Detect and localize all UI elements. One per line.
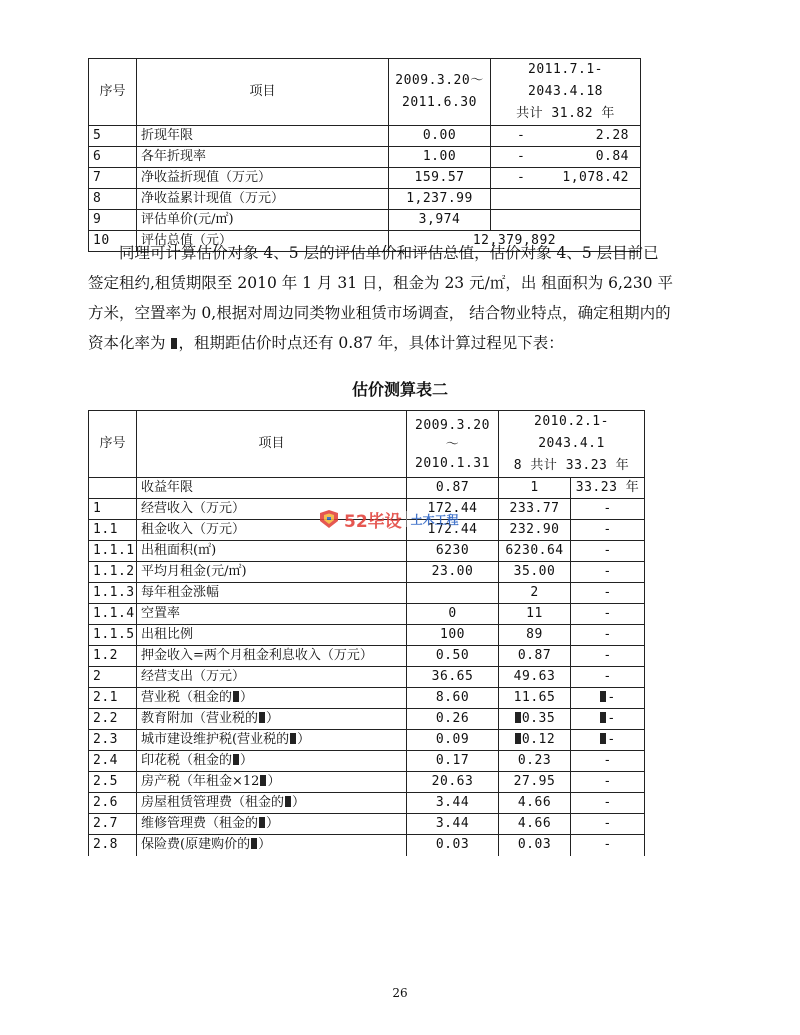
missing-glyph-mark xyxy=(290,733,296,744)
row-value-period-2a xyxy=(499,667,571,688)
row-value-period-2b xyxy=(571,835,645,856)
row-value: - xyxy=(603,522,612,537)
table-row xyxy=(89,147,641,168)
row-value: - xyxy=(607,711,616,726)
row-value: 27.95 xyxy=(513,774,556,789)
table-row xyxy=(89,604,645,625)
row-dash: - xyxy=(517,128,526,143)
missing-glyph-mark xyxy=(233,691,239,702)
table-1-header-no: 序号 xyxy=(89,59,137,126)
row-item-close-paren: ） xyxy=(297,732,311,747)
missing-glyph-mark xyxy=(515,733,521,744)
row-value-period-1: 0.50 xyxy=(407,646,499,667)
row-value: - xyxy=(603,816,612,831)
watermark-subtitle: 土木工程 xyxy=(410,512,459,527)
row-value-period-1: 0 xyxy=(407,604,499,625)
row-value-period-2a xyxy=(499,646,571,667)
row-value-period-2a xyxy=(499,835,571,856)
row-value-period-2b xyxy=(571,604,645,625)
row-value-period-2a xyxy=(499,688,571,709)
row-item-label: 营业税（租金的 xyxy=(141,690,233,705)
row-value-period-2a xyxy=(499,730,571,751)
row-value-period-1: 1,237.99 xyxy=(389,189,491,210)
table-row xyxy=(89,772,645,793)
row-item-label: 租金收入（万元） xyxy=(141,522,246,537)
table-2-header-period-1: 2009.3.20 ～ 2010.1.31 xyxy=(407,411,499,478)
row-item-label: 出租比例 xyxy=(141,627,194,642)
row-number: 1.1.5 xyxy=(89,625,137,646)
row-number: 1.1 xyxy=(89,520,137,541)
row-value-period-2b xyxy=(571,814,645,835)
row-number: 1 xyxy=(89,499,137,520)
row-item xyxy=(137,751,407,772)
row-value: - xyxy=(603,606,612,621)
row-value: 49.63 xyxy=(513,669,556,684)
row-item-close-paren: ） xyxy=(240,690,254,705)
row-item-label: 平均月租金(元/㎡) xyxy=(141,564,247,579)
row-number: 7 xyxy=(89,168,137,189)
row-value-period-2b xyxy=(571,667,645,688)
row-value: 6230.64 xyxy=(505,543,564,558)
table-row xyxy=(89,478,645,499)
row-value: 0.12 xyxy=(521,732,556,747)
row-item-label: 房屋租赁管理费（租金的 xyxy=(141,795,285,810)
row-value-period-2b xyxy=(571,688,645,709)
row-value-period-2a xyxy=(499,709,571,730)
row-number: 9 xyxy=(89,210,137,231)
row-item xyxy=(137,541,407,562)
row-value-period-1: 36.65 xyxy=(407,667,499,688)
missing-glyph-mark xyxy=(600,691,606,702)
row-value: - xyxy=(607,690,616,705)
row-value-period-2b xyxy=(571,709,645,730)
missing-glyph-mark xyxy=(600,733,606,744)
row-value-period-1: 3.44 xyxy=(407,814,499,835)
missing-glyph-mark xyxy=(515,712,521,723)
row-item-close-paren: ） xyxy=(240,753,254,768)
table-row xyxy=(89,646,645,667)
page-number: 26 xyxy=(392,986,408,1000)
row-value: 0.87 xyxy=(517,648,552,663)
row-value: - xyxy=(603,585,612,600)
row-number: 2.5 xyxy=(89,772,137,793)
row-value-period-2a xyxy=(499,604,571,625)
table-row xyxy=(89,168,641,189)
body-paragraph xyxy=(88,238,730,358)
row-item-label: 押金收入=两个月租金利息收入（万元） xyxy=(141,648,373,663)
row-number: 10 xyxy=(89,231,137,252)
paragraph-line-1: 同理可计算估价对象 4、5 层的评估单价和评估总值，估价对象 4、5 层目前已 xyxy=(119,244,659,262)
row-value-period-1: 8.60 xyxy=(407,688,499,709)
row-number: 2.4 xyxy=(89,751,137,772)
row-item xyxy=(137,709,407,730)
row-item: 评估单价(元/㎡) xyxy=(137,210,389,231)
row-item-label: 出租面积(㎡) xyxy=(141,543,217,558)
table-row xyxy=(89,835,645,856)
row-value: - xyxy=(607,732,616,747)
table-row xyxy=(89,126,641,147)
row-item xyxy=(137,688,407,709)
row-value-period-2b xyxy=(571,730,645,751)
row-value: 11 xyxy=(526,606,543,621)
missing-glyph-mark xyxy=(285,796,291,807)
row-value-period-1: 159.57 xyxy=(389,168,491,189)
missing-glyph-mark xyxy=(259,817,265,828)
table-1-header-row xyxy=(89,59,641,126)
row-item-close-paren: ） xyxy=(266,711,280,726)
row-value: - xyxy=(603,501,612,516)
row-item xyxy=(137,646,407,667)
watermark-logo xyxy=(318,508,480,530)
row-value: 1,078.42 xyxy=(562,170,629,185)
paragraph-line-2: 签定租约,租赁期限至 2010 年 1 月 31 日，租金为 23 元/㎡，出 租面积为 6,230 平 xyxy=(88,274,673,292)
row-value-period-2a xyxy=(499,793,571,814)
row-dash: - xyxy=(517,149,526,164)
row-item-label: 收益年限 xyxy=(141,480,194,495)
row-value: 2 xyxy=(530,585,539,600)
row-value: - xyxy=(603,774,612,789)
row-item: 折现年限 xyxy=(137,126,389,147)
row-value: 4.66 xyxy=(517,795,552,810)
row-value-period-1: 0.00 xyxy=(389,126,491,147)
row-value-period-2b xyxy=(571,520,645,541)
row-number: 1.2 xyxy=(89,646,137,667)
table-2-header-period-2: 2010.2.1-2043.4.1 8 共计 33.23 年 xyxy=(499,411,645,478)
row-item-label: 城市建设维护税(营业税的 xyxy=(141,732,290,747)
row-value-period-2b xyxy=(571,751,645,772)
missing-glyph-mark xyxy=(259,712,265,723)
row-item-label: 经营收入（万元） xyxy=(141,501,246,516)
watermark-separator xyxy=(406,511,407,527)
row-value-period-2b xyxy=(571,625,645,646)
row-item-close-paren: ） xyxy=(267,774,281,789)
row-item-label: 每年租金涨幅 xyxy=(141,585,220,600)
row-item xyxy=(137,730,407,751)
table-1-header-period-2: 2011.7.1-2043.4.18 共计 31.82 年 xyxy=(491,59,641,126)
table-row xyxy=(89,814,645,835)
row-number: 1.1.2 xyxy=(89,562,137,583)
row-number: 1.1.3 xyxy=(89,583,137,604)
row-value-period-2a xyxy=(499,583,571,604)
row-item-label: 房产税（年租金×12 xyxy=(141,774,260,789)
row-value-period-2 xyxy=(491,168,641,189)
row-value-period-1: 23.00 xyxy=(407,562,499,583)
row-value-period-2a xyxy=(499,814,571,835)
row-value: 2.28 xyxy=(595,128,629,143)
row-item xyxy=(137,562,407,583)
row-value-period-1: 0.03 xyxy=(407,835,499,856)
row-dash: - xyxy=(517,170,526,185)
row-value-period-2a xyxy=(499,562,571,583)
table-2-header-row xyxy=(89,411,645,478)
row-item xyxy=(137,625,407,646)
row-value: 11.65 xyxy=(513,690,556,705)
row-value: - xyxy=(603,669,612,684)
table-row xyxy=(89,562,645,583)
row-item: 各年折现率 xyxy=(137,147,389,168)
row-item xyxy=(137,793,407,814)
row-item: 评估总值（元） xyxy=(137,231,389,252)
missing-glyph-mark xyxy=(233,754,239,765)
row-number: 2.8 xyxy=(89,835,137,856)
table-2-header-no: 序号 xyxy=(89,411,137,478)
table-row xyxy=(89,583,645,604)
table-2 xyxy=(88,410,645,856)
row-item-label: 印花税（租金的 xyxy=(141,753,233,768)
row-total-value: 12,379,892 xyxy=(389,231,641,252)
row-value-period-1: 0.09 xyxy=(407,730,499,751)
row-value-period-2b xyxy=(571,478,645,499)
row-value: 0.35 xyxy=(521,711,556,726)
row-value-period-2b xyxy=(571,541,645,562)
paragraph-line-4b: ，租期距估价时点还有 0.87 年，具体计算过程见下表： xyxy=(178,334,564,352)
row-value-period-2a xyxy=(499,625,571,646)
row-value-period-1: 100 xyxy=(407,625,499,646)
row-item xyxy=(137,604,407,625)
row-item-close-paren: ） xyxy=(292,795,306,810)
row-number: 2.7 xyxy=(89,814,137,835)
table-row xyxy=(89,210,641,231)
row-value: - xyxy=(603,648,612,663)
row-value: - xyxy=(603,753,612,768)
row-item xyxy=(137,667,407,688)
row-value-period-1: 0.87 xyxy=(407,478,499,499)
row-item-close-paren: ） xyxy=(266,816,280,831)
row-value-period-2a xyxy=(499,772,571,793)
row-value-period-1: 0.26 xyxy=(407,709,499,730)
row-value-period-2a xyxy=(499,541,571,562)
row-item-label: 教育附加（营业税的 xyxy=(141,711,259,726)
missing-glyph-mark xyxy=(171,338,177,349)
row-value-period-1: 172.44 xyxy=(407,520,499,541)
row-value-period-1: 3,974 xyxy=(389,210,491,231)
row-value: 35.00 xyxy=(513,564,556,579)
row-value: 89 xyxy=(526,627,543,642)
row-number: 2.3 xyxy=(89,730,137,751)
row-value: 0.23 xyxy=(517,753,552,768)
row-item xyxy=(137,835,407,856)
row-number: 8 xyxy=(89,189,137,210)
row-value: - xyxy=(603,564,612,579)
row-value-period-1 xyxy=(407,583,499,604)
row-item-label: 经营支出（万元） xyxy=(141,669,246,684)
row-value-period-2b xyxy=(571,583,645,604)
row-item xyxy=(137,772,407,793)
row-number: 2.6 xyxy=(89,793,137,814)
row-value-period-2b xyxy=(571,499,645,520)
row-item-label: 维修管理费（租金的 xyxy=(141,816,259,831)
row-value: 0.03 xyxy=(517,837,552,853)
row-value-period-2b xyxy=(571,772,645,793)
row-value-period-2 xyxy=(491,210,641,231)
row-value-period-2 xyxy=(491,147,641,168)
row-number xyxy=(89,478,137,499)
row-value-period-2a xyxy=(499,499,571,520)
watermark-brand: 52毕设 xyxy=(344,511,402,532)
missing-glyph-mark xyxy=(260,775,266,786)
row-value-period-2a xyxy=(499,478,571,499)
row-item xyxy=(137,583,407,604)
row-value: - xyxy=(603,543,612,558)
row-value-period-1: 20.63 xyxy=(407,772,499,793)
row-number: 1.1.4 xyxy=(89,604,137,625)
row-value: 4.66 xyxy=(517,816,552,831)
row-value-period-2b xyxy=(571,793,645,814)
table-2-header-item: 项目 xyxy=(137,411,407,478)
row-value: - xyxy=(603,837,612,853)
table-row xyxy=(89,189,641,210)
table-row xyxy=(89,688,645,709)
row-value-period-2a xyxy=(499,520,571,541)
table-row xyxy=(89,730,645,751)
watermark-logo-icon xyxy=(318,509,340,529)
row-value-period-1: 0.17 xyxy=(407,751,499,772)
table-row xyxy=(89,667,645,688)
table-row xyxy=(89,541,645,562)
row-number: 2.2 xyxy=(89,709,137,730)
row-item: 净收益折现值（万元） xyxy=(137,168,389,189)
row-value: 233.77 xyxy=(509,501,560,516)
table-row xyxy=(89,793,645,814)
row-value-period-2b xyxy=(571,562,645,583)
row-value: 1 xyxy=(530,480,539,495)
row-value-period-1: 1.00 xyxy=(389,147,491,168)
table-row xyxy=(89,625,645,646)
row-number: 2 xyxy=(89,667,137,688)
row-value: - xyxy=(603,627,612,642)
row-item-label: 保险费(原建购价的 xyxy=(141,837,251,853)
row-item xyxy=(137,814,407,835)
table-2-title: 估价测算表二 xyxy=(351,380,448,399)
paragraph-line-4a: 资本化率为 xyxy=(88,334,171,352)
row-value-period-1: 3.44 xyxy=(407,793,499,814)
row-value-period-2 xyxy=(491,126,641,147)
table-row xyxy=(89,709,645,730)
row-item-close-paren: ） xyxy=(258,837,272,853)
row-number: 2.1 xyxy=(89,688,137,709)
row-number: 1.1.1 xyxy=(89,541,137,562)
row-item: 净收益累计现值（万元） xyxy=(137,189,389,210)
row-value: 33.23 年 xyxy=(575,480,640,495)
row-item-label: 空置率 xyxy=(141,606,181,621)
row-number: 5 xyxy=(89,126,137,147)
missing-glyph-mark xyxy=(600,712,606,723)
row-item xyxy=(137,478,407,499)
row-value: - xyxy=(603,795,612,810)
row-value-period-1: 6230 xyxy=(407,541,499,562)
row-value: 0.84 xyxy=(595,149,629,164)
paragraph-line-3: 方米，空置率为 0,根据对周边同类物业租赁市场调查， 结合物业特点，确定租期内的 xyxy=(88,304,671,322)
row-value-period-2a xyxy=(499,751,571,772)
row-value-period-2b xyxy=(571,646,645,667)
table-1-header-period-1: 2009.3.20～ 2011.6.30 xyxy=(389,59,491,126)
row-value: 232.90 xyxy=(509,522,560,537)
row-value-period-1: 172.44 xyxy=(407,499,499,520)
row-value-period-2 xyxy=(491,189,641,210)
table-row xyxy=(89,751,645,772)
missing-glyph-mark xyxy=(251,838,257,849)
table-1 xyxy=(88,58,641,252)
row-number: 6 xyxy=(89,147,137,168)
table-1-header-item: 项目 xyxy=(137,59,389,126)
